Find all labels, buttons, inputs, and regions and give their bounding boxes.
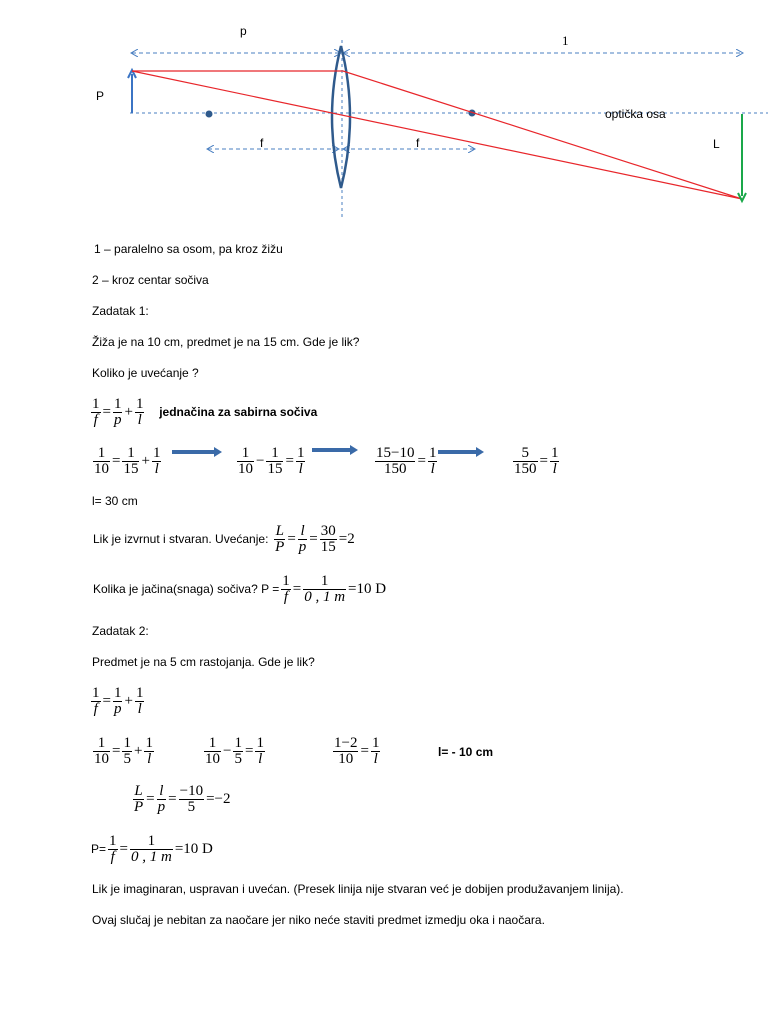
task-1-eq-step-1: $\frac{1}{10}$ = $\frac{1}{15}$ + $\frac{1}{l}$	[94, 445, 161, 477]
task-2-lens-equation: $\frac{1}{f}$ = $\frac{1}{p}$ + $\frac{1}{l}$	[92, 685, 144, 717]
task-2-question: Predmet je na 5 cm rastojanja. Gde je lik?	[92, 655, 315, 669]
label-image-L: L	[713, 137, 720, 151]
task-2-result: l= - 10 cm	[438, 745, 494, 759]
task-1-eq-step-3: $\frac{15-10}{150}$ = $\frac{1}{l}$	[376, 445, 437, 477]
task-1-title: Zadatak 1:	[92, 304, 149, 318]
task-1-question: Žiža je na 10 cm, predmet je na 15 cm. Gde je lik?	[92, 335, 360, 349]
task-2-eq-step-1: $\frac{1}{10}$ = $\frac{1}{5}$ + $\frac{1}{l}$	[94, 735, 153, 767]
focal-point-left	[206, 111, 213, 118]
label-p: p	[240, 24, 247, 38]
step-arrow-1-head	[214, 447, 222, 457]
lens-equation: $\frac{1}{f}$ = $\frac{1}{p}$ + $\frac{1}{l}$ jednačina za sabirna sočiva	[92, 396, 318, 428]
task-1-eq-step-4: $\frac{5}{150}$ = $\frac{1}{l}$	[514, 445, 559, 477]
lens-equation-label: jednačina za sabirna sočiva	[159, 405, 318, 419]
task-1-magnification-question: Koliko je uvećanje ?	[92, 366, 199, 380]
step-arrow-2-head	[350, 445, 358, 455]
step-arrows	[0, 440, 768, 470]
step-arrow-3-head	[476, 447, 484, 457]
task-1-power: Kolika je jačina(snaga) sočiva? P = $\frac{1}{f}$ = $\frac{1}{0 , 1 m}$ =10 D	[93, 573, 387, 605]
task-2-eq-step-3: $\frac{1-2}{10}$ = $\frac{1}{l}$	[334, 735, 380, 767]
task-1-magnification: Lik je izvrnut i stvaran. Uvećanje: $\frac{L}{P}$ = $\frac{l}{p}$ = $\frac{30}{15}$ =2	[93, 523, 355, 555]
label-optical-axis: optička osa	[605, 107, 666, 121]
label-f-left: f	[260, 136, 264, 150]
task-1-result: l= 30 cm	[92, 494, 138, 508]
task-2-eq-step-2: $\frac{1}{10}$ − $\frac{1}{5}$ = $\frac{1}{l}$	[205, 735, 264, 767]
label-object-P: P	[96, 89, 105, 103]
task-2-magnification: $\frac{L}{P}$ = $\frac{l}{p}$ = $\frac{-10}{5}$ =−2	[134, 783, 231, 815]
converging-lens	[332, 46, 350, 188]
task-2-title: Zadatak 2:	[92, 624, 149, 638]
ray-2	[132, 71, 742, 199]
task-2-power: P= $\frac{1}{f}$ = $\frac{1}{0 , 1 m}$ =10 D	[91, 833, 213, 865]
ray-2-description: 2 – kroz centar sočiva	[92, 273, 209, 287]
conclusion-line-1: Lik je imaginaran, uspravan i uvećan. (Presek linija nije stvaran već je dobijen produžavanjem linija).	[92, 882, 624, 896]
ray-1-description: 1 – paralelno sa osom, pa kroz žižu	[94, 242, 283, 256]
task-1-eq-step-2: $\frac{1}{10}$ − $\frac{1}{15}$ = $\frac{1}{l}$	[238, 445, 305, 477]
label-f-right: f	[416, 136, 420, 150]
label-one: 1	[562, 33, 569, 48]
conclusion-line-2: Ovaj slučaj je nebitan za naočare jer niko neće staviti predmet izmedju oka i naočara.	[92, 913, 545, 927]
